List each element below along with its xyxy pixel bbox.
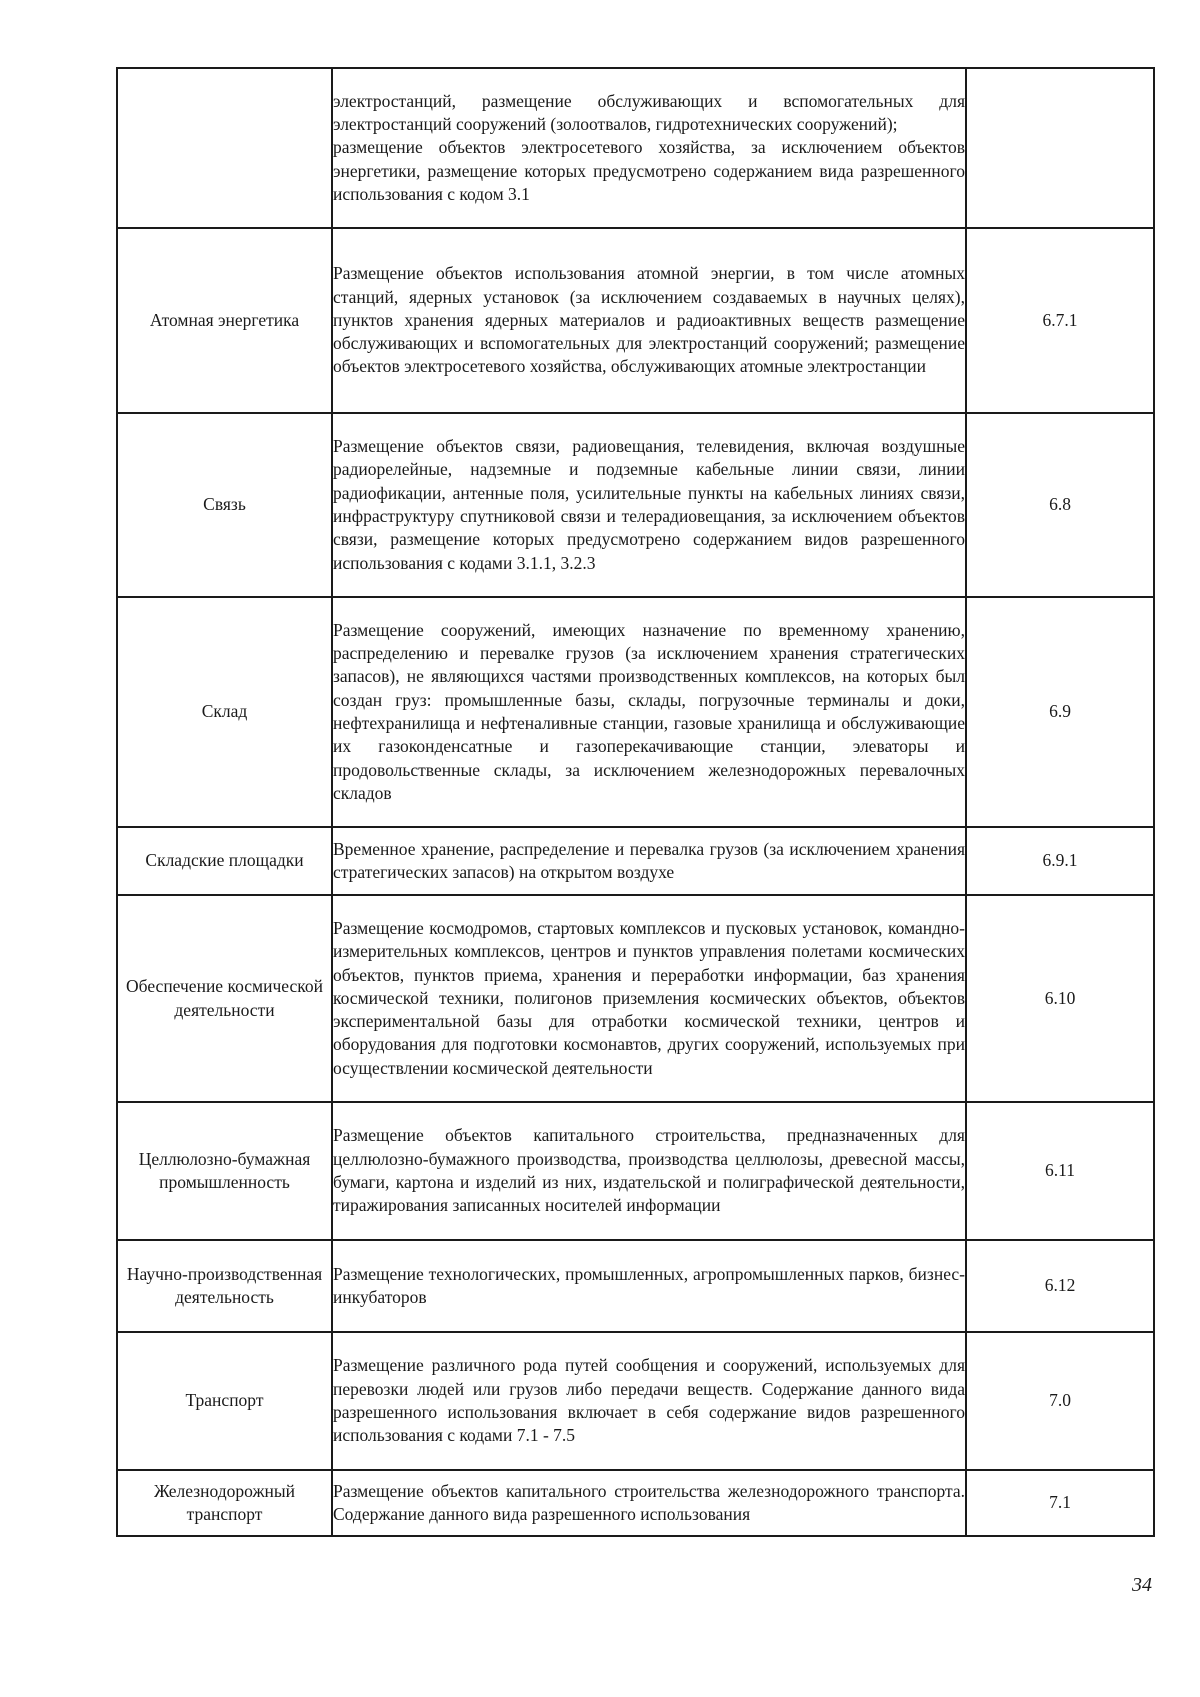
table-row [117,1332,1154,1470]
use-type-name: Склад [117,597,332,827]
use-type-name: Научно-производственная деятельность [117,1240,332,1332]
use-type-description [332,413,966,597]
table-row [117,827,1154,895]
description-paragraph: Размещение различного рода путей сообщения и сооружений, используемых для перевозки людей или грузов либо передачи веществ. Содержание данного вида разрешенного использования включает в себя содержание видов разрешенного использования с кодами 7.1 - 7.5 [333,1355,965,1446]
use-type-code: 6.9 [966,597,1154,827]
use-type-name: Атомная энергетика [117,228,332,413]
description-paragraph: Временное хранение, распределение и перевалка грузов (за исключением хранения стратегических запасов) на открытом воздухе [333,838,965,882]
table-row [117,1240,1154,1332]
use-type-description [332,895,966,1102]
use-type-code [966,68,1154,228]
use-type-code: 6.7.1 [966,228,1154,413]
use-type-description [332,1102,966,1240]
table-row [117,895,1154,1102]
use-type-code: 6.8 [966,413,1154,597]
use-type-description [332,1470,966,1536]
table-body [117,68,1154,1536]
table-row [117,597,1154,827]
table-row [117,228,1154,413]
use-type-code: 7.1 [966,1470,1154,1536]
table-row [117,1470,1154,1536]
description-paragraph: Размещение объектов капитального строительства, предназначенных для целлюлозно-бумажного производства, производства целлюлозы, древесной массы, бумаги, картона и изделий из них, издательской и полиграфической деятельности, тиражирования записанных носителей информации [333,1125,965,1216]
description-paragraph: Размещение объектов капитального строительства железнодорожного транспорта. Содержание данного вида разрешенного использования [333,1480,965,1524]
use-type-code: 6.11 [966,1102,1154,1240]
table-row [117,1102,1154,1240]
use-type-name: Транспорт [117,1332,332,1470]
use-type-description [332,827,966,895]
use-type-name: Железнодорожный транспорт [117,1470,332,1536]
description-paragraph: размещение объектов электросетевого хозяйства, за исключением объектов энергетики, размещение которых предусмотрено содержанием вида разрешенного использования с кодом 3.1 [333,137,965,204]
use-type-name [117,68,332,228]
use-type-code: 6.12 [966,1240,1154,1332]
table-row [117,413,1154,597]
use-type-description [332,1240,966,1332]
use-type-code: 7.0 [966,1332,1154,1470]
land-use-table [116,67,1155,1537]
use-type-description [332,1332,966,1470]
use-type-name: Целлюлозно-бумажная промышленность [117,1102,332,1240]
use-type-description [332,597,966,827]
use-type-name: Обеспечение космической деятельности [117,895,332,1102]
use-type-description [332,228,966,413]
use-type-name: Складские площадки [117,827,332,895]
description-paragraph: Размещение объектов использования атомной энергии, в том числе атомных станций, ядерных установок (за исключением создаваемых в научных целях), пунктов хранения ядерных материалов и радиоактивных веществ размещение обслуживающих и вспомогательных для электростанций сооружений; размещение объектов электросетевого хозяйства, обслуживающих атомные электростанции [333,263,965,377]
table-row [117,68,1154,228]
use-type-name: Связь [117,413,332,597]
description-paragraph: Размещение сооружений, имеющих назначение по временному хранению, распределению и перевалке грузов (за исключением хранения стратегических запасов), не являющихся частями производственных комплексов, на которых был создан груз: промышленные базы, склады, погрузочные терминалы и доки, нефтехранилища и нефтеналивные станции, газовые хранилища и обслуживающие их газоконденсатные и газоперекачивающие станции, элеваторы и продовольственные склады, за исключением железнодорожных перевалочных складов [333,619,965,803]
description-paragraph: Размещение космодромов, стартовых комплексов и пусковых установок, командно-измерительных комплексов, центров и пунктов управления полетами космических объектов, пунктов приема, хранения и переработки информации, баз хранения космической техники, полигонов приземления космических объектов, объектов экспериментальной базы для отработки космической техники, центров и оборудования для подготовки космонавтов, других сооружений, используемых при осуществлении космической деятельности [333,917,965,1078]
page-number: 34 [1132,1574,1152,1596]
description-paragraph: электростанций, размещение обслуживающих и вспомогательных для электростанций сооружений (золоотвалов, гидротехнических сооружений); [333,90,965,135]
description-paragraph: Размещение объектов связи, радиовещания, телевидения, включая воздушные радиорелейные, надземные и подземные кабельные линии связи, линии радиофикации, антенные поля, усилительные пункты на кабельных линиях связи, инфраструктуру спутниковой связи и телерадиовещания, за исключением объектов связи, размещение которых предусмотрено содержанием видов разрешенного использования с кодами 3.1.1, 3.2.3 [333,436,965,573]
use-type-description [332,68,966,228]
use-type-code: 6.9.1 [966,827,1154,895]
description-paragraph: Размещение технологических, промышленных, агропромышленных парков, бизнес-инкубаторов [333,1263,965,1307]
use-type-code: 6.10 [966,895,1154,1102]
